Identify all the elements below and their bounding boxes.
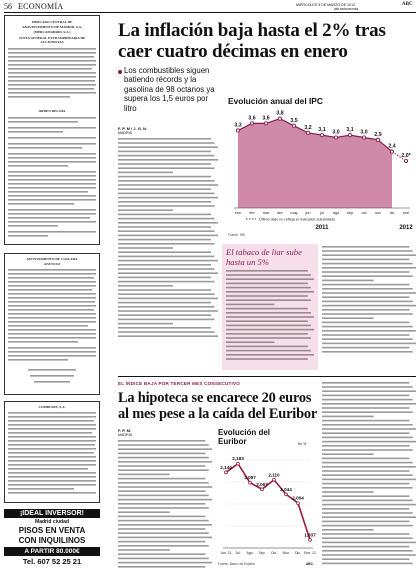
- ipc-point: [292, 124, 295, 127]
- top-story-body: [118, 138, 218, 338]
- url-line: abc.es/economia: [334, 7, 359, 11]
- ipc-tick-label: mar: [262, 211, 270, 215]
- ipc-tick-label: may: [290, 211, 298, 215]
- ipc-value-label: 3,6: [248, 115, 256, 122]
- euribor-brand: ABC: [306, 562, 313, 566]
- euribor-source: Fuente: Banco de España: [218, 562, 255, 566]
- euribor-point: [261, 488, 264, 491]
- ipc-value-label: 3,0: [360, 129, 368, 136]
- ipc-chart-plot: [228, 108, 416, 232]
- ad-offer-line: PISOS EN VENTA: [18, 526, 86, 535]
- section-rule: [118, 376, 416, 377]
- notice-title-line: (MERCAMADRID, S.A.): [33, 30, 71, 34]
- ipc-point: [348, 134, 351, 137]
- euribor-chart: [218, 428, 318, 570]
- euribor-tick-label: Nov.: [282, 551, 290, 555]
- ipc-value-label: 2,4: [388, 143, 396, 150]
- ipc-point: [376, 138, 379, 141]
- ipc-value-label: 3,5: [290, 117, 298, 124]
- euribor-point: [249, 481, 252, 484]
- page-header: [4, 2, 416, 12]
- ipc-point: [264, 122, 267, 125]
- header-rule: [4, 12, 416, 13]
- ad-city: Madrid ciudad: [35, 519, 69, 525]
- notice-mercamadrid: [4, 15, 100, 245]
- page-number: 56: [4, 2, 12, 11]
- euribor-value-label: 2,183: [232, 456, 244, 462]
- bullet-text: Los combustibles siguen batiendo récords y la gasolina de 98 octanos ya supera los 1,5 euros por litro: [124, 66, 215, 113]
- ipc-legend-label: Último dato no refleja el indicador adelantado: [259, 217, 336, 222]
- brand-logo: ABC: [402, 2, 413, 7]
- euribor-value-label: 2,144: [220, 464, 232, 470]
- bottom-headline: La hipoteca se encarece 20 euros al mes pese a la caída del Euribor: [118, 390, 318, 422]
- ipc-tick-label: ene: [234, 211, 242, 215]
- ipc-year-label: 2012: [399, 225, 413, 231]
- euribor-point: [237, 462, 240, 465]
- ipc-year-label: 2011: [315, 225, 329, 231]
- euribor-point: [309, 538, 312, 541]
- ipc-tick-label: abr: [277, 211, 283, 215]
- euribor-plot: [218, 448, 318, 562]
- euribor-value-label: 2,110: [268, 472, 280, 478]
- ipc-value-label: 3,2: [304, 124, 312, 131]
- ad-offer-line: CON INQUILINOS: [18, 536, 86, 545]
- notice-title-line: MERCADO CENTRAL DE: [31, 20, 73, 24]
- ipc-value-label: 3,8: [276, 110, 284, 117]
- euribor-tick-label: Ene. 12: [304, 551, 316, 555]
- ipc-tick-label: jul: [320, 211, 324, 215]
- ipc-tick-label: sep: [346, 211, 354, 215]
- euribor-tick-label: Oct.: [270, 551, 278, 555]
- ipc-point: [390, 150, 393, 153]
- euribor-tick-label: Sep.: [258, 551, 266, 555]
- notice-body-text: [8, 412, 96, 500]
- notice-title-line: ABASTECIMIENTO DE MADRID, S.A.: [22, 25, 82, 29]
- euribor-tick-label: Dic.: [295, 551, 301, 555]
- notice-subtitle: JUNTA GENERAL EXTRAORDINARIA DE ACCIONISTAS: [18, 36, 86, 45]
- sidebar-title: El tabaco de liar sube hasta un 5%: [226, 247, 302, 267]
- ipc-tick-label: feb: [249, 211, 255, 215]
- ad-headline: ¡IDEAL INVERSOR!: [4, 509, 100, 518]
- notice-title: COMBUSPE, S.A.: [38, 405, 66, 409]
- bottom-story-body-right: [322, 382, 416, 568]
- ipc-point: [404, 159, 407, 162]
- ipc-chart: [228, 96, 416, 232]
- notice-title-line: AYUNTAMIENTO DE COSLADA: [26, 257, 78, 261]
- ipc-tick-label: dic: [389, 211, 395, 215]
- notices-column: [4, 15, 100, 571]
- notice-order-title: ORDEN DEL DÍA: [38, 109, 66, 113]
- ipc-value-label: 3,1: [346, 127, 354, 134]
- euribor-title: Evolución del: [218, 428, 271, 437]
- euribor-value-label: 1,837: [304, 532, 316, 538]
- euribor-title: Euribor: [218, 437, 247, 446]
- byline: F. P. M / J. G. N.: [118, 126, 148, 131]
- euribor-point: [285, 493, 288, 496]
- bottom-byline: F. P. M.: [118, 428, 132, 433]
- notice-order-items: [8, 117, 96, 239]
- notice-title-line: ANUNCIO: [43, 262, 61, 266]
- ipc-point: [306, 131, 309, 134]
- bullet-icon: [118, 70, 122, 74]
- ipc-point: [334, 136, 337, 139]
- ipc-chart-source: Fuente: INE: [228, 233, 246, 237]
- ipc-point: [250, 122, 253, 125]
- ipc-value-label: 3,6: [262, 115, 270, 122]
- ipc-tick-label: oct: [361, 211, 367, 215]
- ipc-point: [362, 136, 365, 139]
- ipc-tick-label: nov: [374, 211, 382, 215]
- ipc-tick-label: ago: [332, 211, 340, 215]
- euribor-point: [225, 471, 228, 474]
- euribor-tick-label: Ago.: [246, 551, 254, 555]
- classified-ad: [4, 509, 100, 569]
- ipc-value-label: 3,0: [332, 129, 340, 136]
- ipc-point: [278, 117, 281, 120]
- bottom-kicker: EL ÍNDICE BAJA POR TERCER MES CONSECUTIVO: [118, 381, 241, 386]
- euribor-value-label: 2,004: [292, 495, 304, 501]
- section-title: ECONOMÍA: [18, 2, 64, 11]
- ipc-chart-title: Evolución anual del IPC: [228, 96, 323, 106]
- ipc-value-label: 2,0*: [401, 153, 411, 159]
- sidebar-body: [226, 270, 314, 366]
- euribor-value-label: 2,097: [244, 475, 256, 481]
- tabaco-sidebar: [222, 244, 318, 370]
- euribor-point: [273, 478, 276, 481]
- ipc-tick-label: ene: [402, 211, 410, 215]
- date-line: MIÉRCOLES 5 DE MARZO DE 2012: [296, 3, 356, 7]
- notice-body-text: [8, 269, 96, 391]
- notice-coslada: [4, 253, 100, 395]
- euribor-tick-label: Jun. 11: [220, 551, 232, 555]
- ad-price: A PARTIR 80.000€: [4, 547, 100, 556]
- ipc-area: [238, 119, 392, 208]
- euribor-point: [297, 502, 300, 505]
- ad-phone: Tel. 607 52 25 21: [22, 557, 82, 566]
- ipc-value-label: 2,9: [374, 131, 382, 138]
- notice-body-text: [8, 48, 96, 106]
- ipc-point: [320, 134, 323, 137]
- ipc-value-label: 3,3: [234, 122, 242, 129]
- notice-combuspe: [4, 401, 100, 503]
- ipc-value-label: 3,1: [318, 127, 326, 134]
- dateline: MADRID: [118, 131, 133, 135]
- euribor-value-label: 2,044: [280, 486, 292, 492]
- ipc-tick-label: jun: [305, 211, 311, 215]
- bottom-dateline: MADRID: [118, 433, 133, 437]
- top-headline: La inflación baja hasta el 2% tras caer cuatro décimas en enero: [118, 20, 386, 62]
- euribor-value-label: 2,067: [256, 481, 268, 487]
- top-story-body-right: [322, 246, 416, 358]
- ipc-point: [236, 129, 239, 132]
- euribor-unit: En %: [298, 442, 307, 446]
- euribor-tick-label: Jul.: [235, 551, 241, 555]
